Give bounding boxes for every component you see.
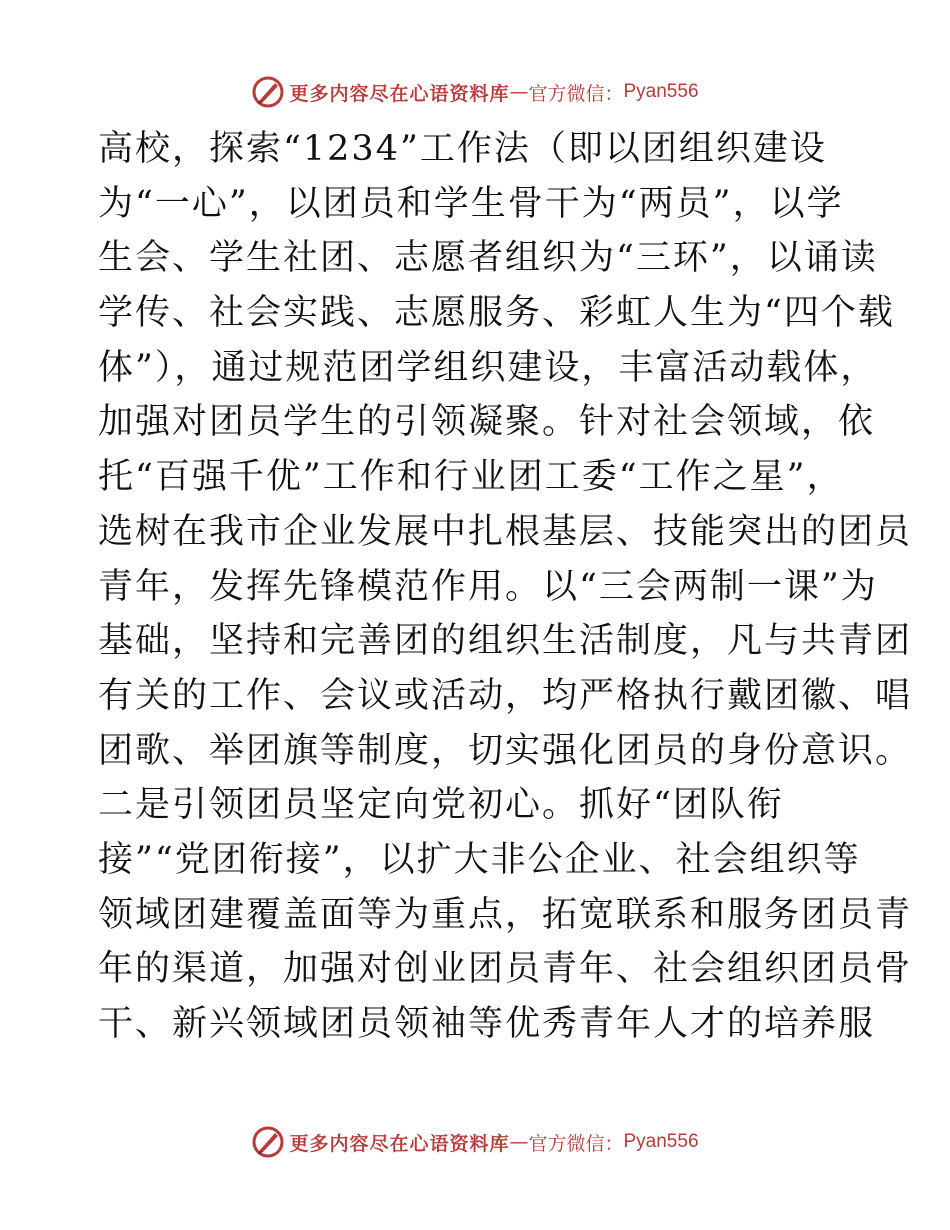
body-line: 团歌、举团旗等制度，切实强化团员的身份意识。: [98, 730, 913, 771]
header-watermark: [0, 72, 950, 112]
watermark-title: 更多内容尽在心语资料库: [289, 82, 510, 105]
body-line: 基础，坚持和完善团的组织生活制度，凡与共青团: [98, 621, 913, 662]
footer-watermark: [0, 1122, 950, 1162]
body-line: 二是引领团员坚定向党初心。抓好“团队衔: [98, 785, 784, 826]
body-line: 体”），通过规范团学组织建设，丰富活动载体，: [98, 347, 878, 388]
body-line: 干、新兴领域团员领袖等优秀青年人才的培养服: [98, 1004, 876, 1044]
watermark-title: 更多内容尽在心语资料库: [289, 1132, 510, 1155]
body-line: 生会、学生社团、志愿者组织为“三环”，以诵读: [98, 238, 878, 279]
watermark-wechat-label: 官方微信：: [528, 1132, 624, 1155]
watermark-wechat-id: Pyan556: [623, 81, 699, 102]
quill-logo-icon: [251, 1125, 285, 1159]
body-line: 接”“党团衔接”，以扩大非公企业、社会组织等: [98, 839, 861, 880]
watermark-wechat-label: 官方微信：: [528, 82, 624, 105]
body-line: 为“一心”，以团员和学生骨干为“两员”，以学: [98, 183, 844, 224]
watermark-dash: —: [509, 81, 529, 103]
body-line: 加强对团员学生的引领凝聚。针对社会领域，依: [98, 402, 876, 443]
body-line: 青年，发挥先锋模范作用。以“三会两制一课”为: [98, 566, 878, 607]
body-line: 学传、社会实践、志愿服务、彩虹人生为“四个载: [98, 293, 895, 334]
watermark-wechat-id: Pyan556: [623, 1131, 699, 1152]
body-line: 领域团建覆盖面等为重点，拓宽联系和服务团员青: [98, 894, 913, 935]
quill-logo-icon: [251, 75, 285, 109]
body-line: 托“百强千优”工作和行业团工委“工作之星”，: [98, 457, 844, 498]
body-line: 年的渠道，加强对创业团员青年、社会组织团员骨: [98, 949, 913, 990]
body-line: 选树在我市企业发展中扎根基层、技能突出的团员: [98, 511, 913, 552]
body-line: 高校，探索“1234”工作法（即以团组织建设: [98, 129, 827, 169]
watermark-dash: —: [509, 1131, 529, 1153]
body-line: 有关的工作、会议或活动，均严格执行戴团徽、唱: [98, 675, 913, 716]
document-body: [98, 122, 913, 1052]
